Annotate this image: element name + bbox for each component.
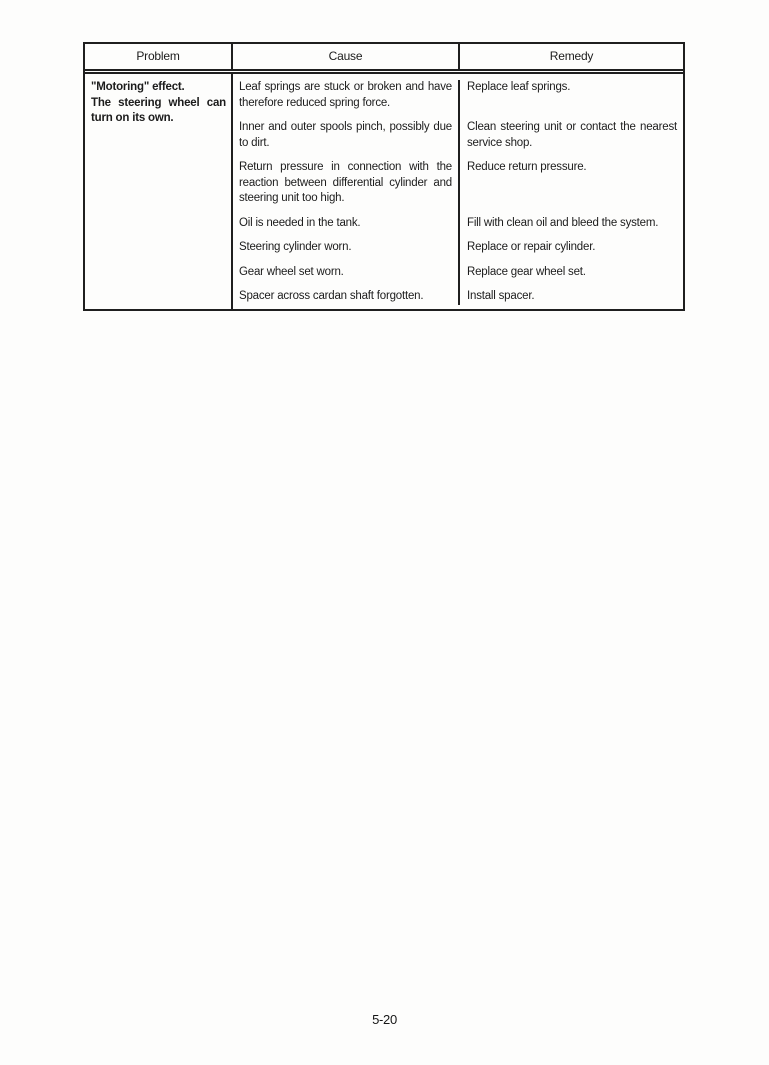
troubleshooting-table bbox=[83, 42, 685, 311]
table-header-row bbox=[85, 44, 683, 74]
column-header-problem: Problem bbox=[85, 44, 233, 69]
table-row bbox=[233, 80, 683, 111]
cause-cell: Return pressure in connection with the reaction between differential cylinder and steering unit too high. bbox=[233, 151, 460, 207]
table-row bbox=[233, 207, 683, 232]
page-number: 5-20 bbox=[372, 1012, 397, 1027]
cause-cell: Gear wheel set worn. bbox=[233, 256, 460, 281]
remedy-cell: Replace or repair cylinder. bbox=[467, 241, 596, 253]
cause-cell: Steering cylinder worn. bbox=[233, 231, 460, 256]
remedy-cell: Reduce return pressure. bbox=[467, 161, 587, 173]
table-row bbox=[233, 111, 683, 151]
cause-cell: Leaf springs are stuck or broken and have therefore reduced spring force. bbox=[233, 80, 460, 111]
remedy-cell: Replace leaf springs. bbox=[467, 81, 571, 93]
remedy-cell: Replace gear wheel set. bbox=[467, 265, 586, 278]
cause-cell: Inner and outer spools pinch, possibly due to dirt. bbox=[233, 111, 460, 151]
problem-cell bbox=[85, 74, 233, 309]
remedy-cell: Fill with clean oil and bleed the system. bbox=[467, 216, 659, 229]
table-row bbox=[233, 151, 683, 207]
cause-remedy-rows bbox=[233, 74, 683, 309]
problem-line: The steering wheel can turn on its own. bbox=[91, 96, 226, 124]
cause-cell: Oil is needed in the tank. bbox=[233, 207, 460, 232]
remedy-cell: Install spacer. bbox=[467, 290, 535, 302]
cause-cell: Spacer across cardan shaft forgotten. bbox=[233, 280, 460, 305]
column-header-cause: Cause bbox=[233, 44, 460, 69]
table-row bbox=[233, 256, 683, 281]
table-row bbox=[233, 231, 683, 256]
table-row bbox=[233, 280, 683, 305]
table-body bbox=[85, 74, 683, 309]
column-header-remedy: Remedy bbox=[549, 49, 594, 63]
remedy-cell: Clean steering unit or contact the nearest service shop. bbox=[467, 121, 677, 149]
problem-line: "Motoring" effect. bbox=[91, 81, 185, 93]
